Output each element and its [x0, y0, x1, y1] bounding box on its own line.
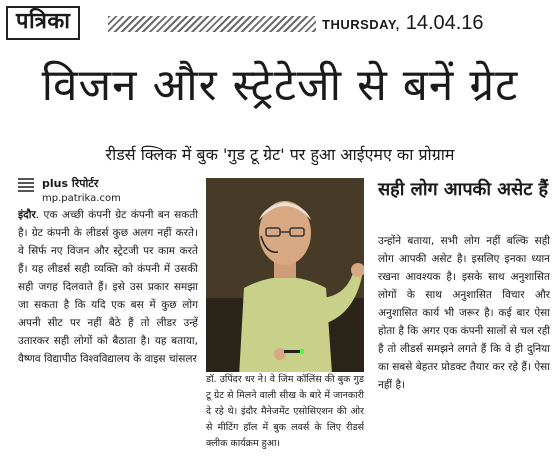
article-body-right [378, 232, 550, 458]
dateline: इंदौर [18, 209, 36, 221]
photo-caption: डॉ. उपिंदर धर ने। वे जिम कॉलिंस की बुक गुड टू ग्रेट से मिलने वाली सीख के बारे में जानकारी दे रहे थे। इंदौर मैनेजमेंट एसोसिएशन की ओर से मीटिंग हॉल में बुक लवर्स के लिए रीडर्स क्लीक कार्यक्रम हुआ। [206, 372, 364, 460]
masthead-hatch-band [108, 16, 316, 32]
article-body-left [18, 206, 198, 458]
sub-headline: रीडर्स क्लिक में बुक 'गुड टू ग्रेट' पर हुआ आईएमए का प्रोग्राम [105, 145, 455, 164]
byline-block [18, 176, 198, 206]
issue-date-value: 14.04.16 [405, 12, 484, 34]
page-headline: विजन और स्ट्रेटेजी से बनें ग्रेट [41, 60, 519, 111]
issue-day: THURSDAY, [322, 17, 400, 32]
section-subhead: सही लोग आपकी असेट हैं [378, 179, 549, 200]
issue-date [322, 10, 484, 38]
newspaper-logo: पत्रिका [6, 6, 80, 40]
body-left-text: . एक अच्छी कंपनी ग्रेट कंपनी बन सकती है। ग्रेट कंपनी के लीडर्स कुछ अलग नहीं करते। वे सिर्फ नए विजन और स्ट्रेटजी पर काम करते हैं। यह लीडर्स सही व्यक्ति को कंपनी में उसकी सही जगह दिलवाते हैं। इसे उस प्रकार समझा जा सकता है कि यदि एक बस में कुछ लोग अपनी सीट पर नहीं बैठे हैं तो लीडर उन्हें उतारकर सही लोगों को बैठाता है। यह बताया, वैष्णव विद्यापीठ विश्वविद्यालय के वाइस चांसलर [18, 209, 198, 365]
website-url: mp.patrika.com [42, 193, 121, 204]
byline: plus रिपोर्टर [42, 177, 99, 190]
plus-logo-icon [18, 178, 34, 192]
body-right-text: उन्होंने बताया, सभी लोग नहीं बल्कि सही लोग आपकी असेट है। इसलिए इनका ध्यान रखना आवश्यक है। इसके साथ अनुशासित लोगों के साथ अनुशासित विचार और अनुशासित कार्य भी जरूर है। कई बार ऐसा होता है कि अगर एक कंपनी सालों से चल रही है तो लीडर्स समझने लगते हैं कि वे ही दुनिया का सबसे बेहतर प्रोडक्ट तैयार कर रहे हैं। ऐसा नहीं है। [378, 235, 550, 391]
